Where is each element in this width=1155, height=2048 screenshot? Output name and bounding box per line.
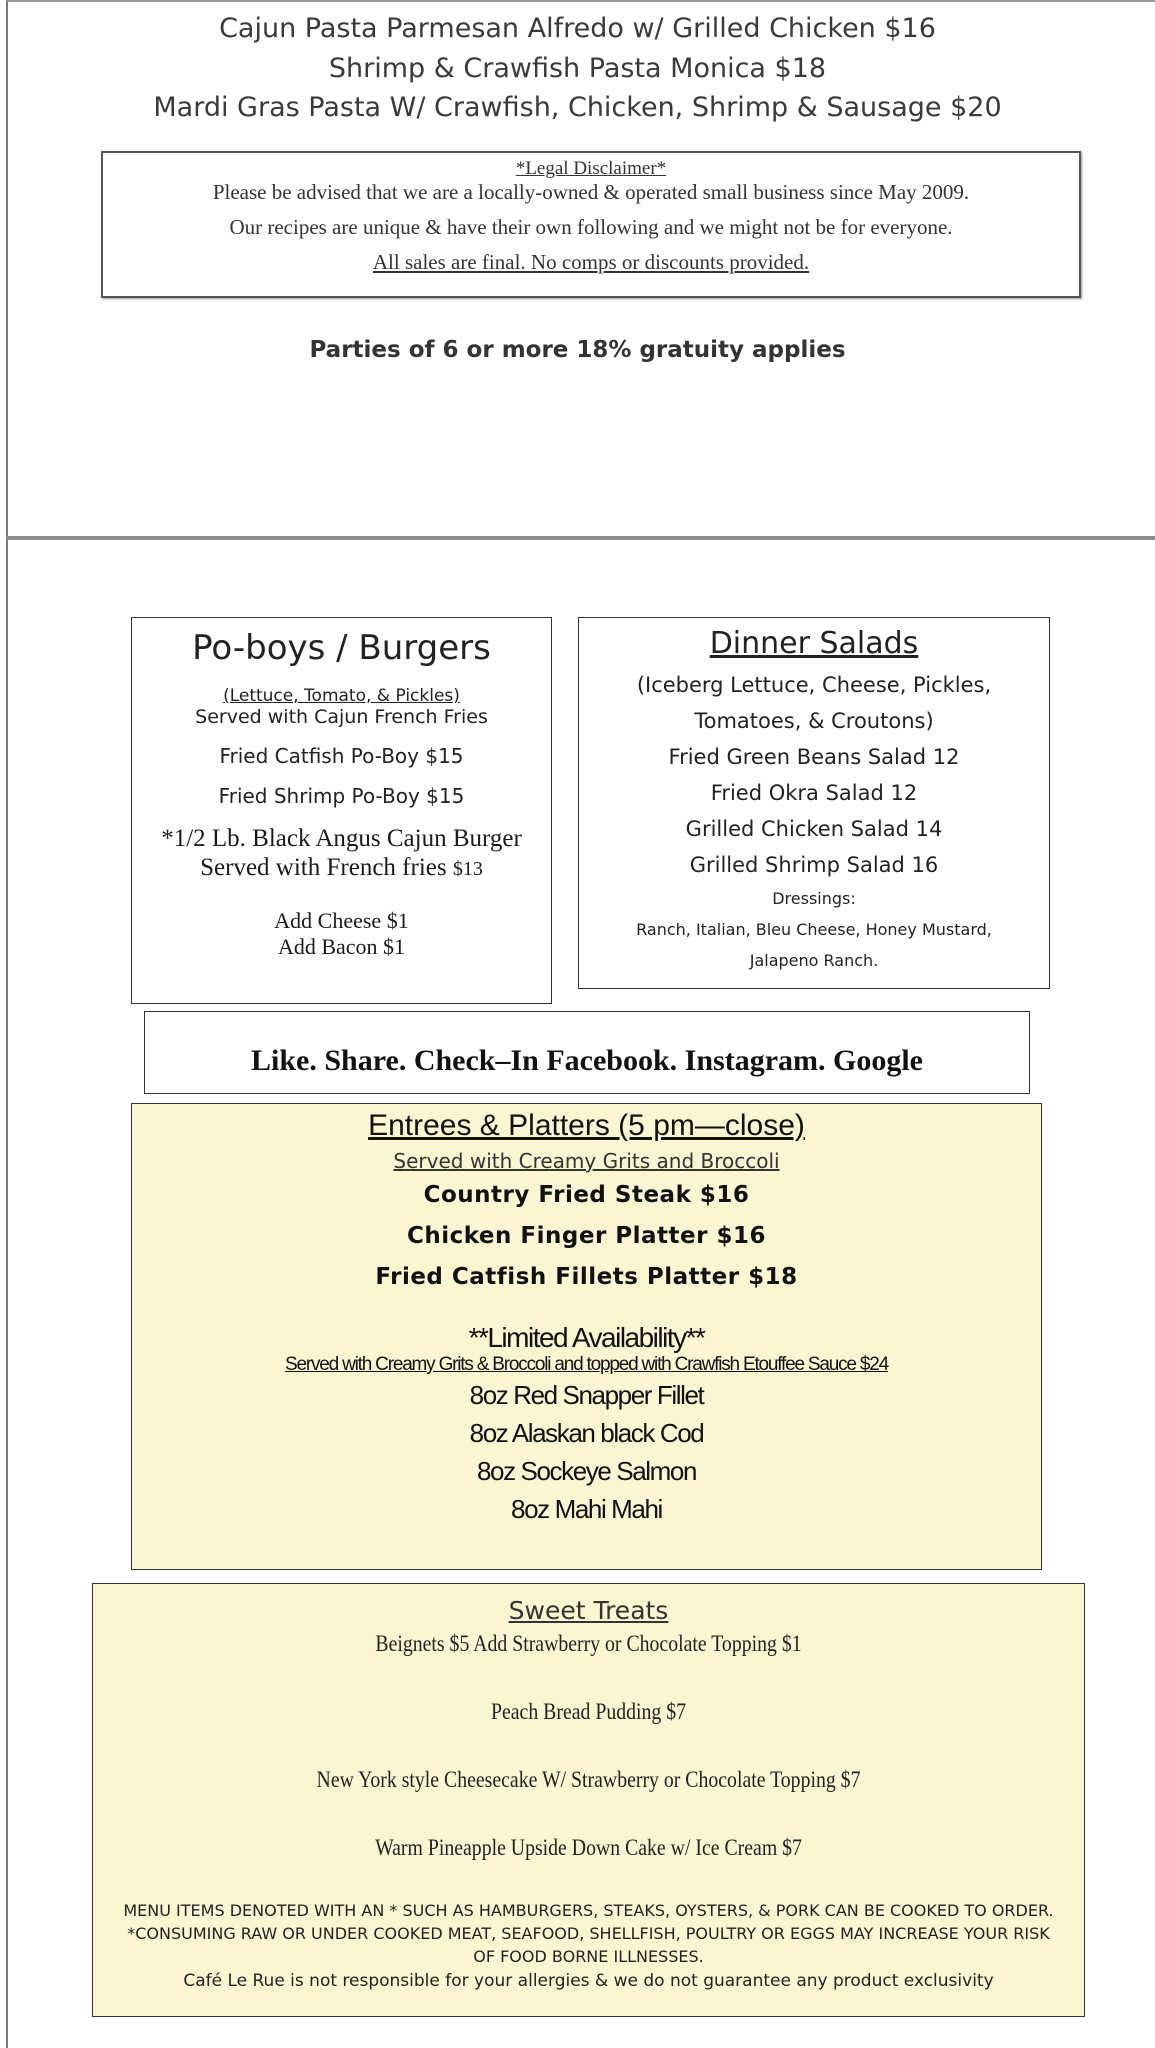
menu-item: Chicken Finger Platter $16 (406, 1223, 767, 1249)
menu-item: Warm Pineapple Upside Down Cake w/ Ice Cream $7 (375, 1835, 802, 1860)
menu-item: Fried Shrimp Po-Boy $15 (218, 784, 465, 808)
limited-availability-title: **Limited Availability** (468, 1322, 705, 1353)
entrees-platters-section (131, 1103, 1042, 1570)
allergy-notice: Café Le Rue is not responsible for your allergies & we do not guarantee any product exclusivity (183, 1971, 994, 1991)
consumer-advisory: OF FOOD BORNE ILLNESSES. (473, 1947, 704, 1966)
dinner-salads-section (578, 617, 1050, 989)
dressings-label: Dressings: (772, 889, 856, 908)
poboys-burgers-section (131, 617, 552, 1004)
menu-item: Country Fried Steak $16 (423, 1182, 750, 1208)
menu-item: 8oz Red Snapper Fillet (469, 1380, 704, 1410)
menu-item: Fried Catfish Fillets Platter $18 (375, 1264, 798, 1290)
menu-item: 8oz Sockeye Salmon (476, 1456, 697, 1486)
disclaimer-line: Our recipes are unique & have their own following and we might not be for everyone. (229, 215, 953, 239)
social-text: Like. Share. Check–In Facebook. Instagram. Google (251, 1044, 923, 1077)
burger-sides: Served with French fries (200, 854, 447, 881)
menu-item: Fried Okra Salad 12 (710, 781, 918, 805)
salads-description: (Iceberg Lettuce, Cheese, Pickles, (636, 673, 992, 697)
section-title: Sweet Treats (508, 1596, 669, 1625)
entrees-served-with: Served with Creamy Grits and Broccoli (393, 1149, 780, 1173)
poboys-served-with: Served with Cajun French Fries (195, 706, 488, 728)
section-title: Entrees & Platters (5 pm—close) (368, 1109, 805, 1142)
poboys-note: (Lettuce, Tomato, & Pickles) (223, 686, 460, 706)
burger-served-with (132, 853, 551, 884)
menu-item: 8oz Alaskan black Cod (469, 1418, 704, 1448)
consumer-advisory: MENU ITEMS DENOTED WITH AN * SUCH AS HAMBURGERS, STEAKS, OYSTERS, & PORK CAN BE COOKED TO ORDER. (123, 1901, 1054, 1920)
section-title: Dinner Salads (709, 626, 919, 661)
menu-item: New York style Cheesecake W/ Strawberry or Chocolate Topping $7 (316, 1767, 861, 1792)
menu-item: Fried Green Beans Salad 12 (668, 745, 960, 769)
menu-item: Peach Bread Pudding $7 (490, 1699, 687, 1724)
menu-item: Fried Catfish Po-Boy $15 (219, 744, 464, 768)
gratuity-notice: Parties of 6 or more 18% gratuity applies (309, 337, 846, 363)
addon-item: Add Bacon $1 (277, 934, 406, 959)
salads-description: Tomatoes, & Croutons) (694, 709, 934, 733)
social-media-banner (144, 1011, 1030, 1094)
dressings-list: Jalapeno Ranch. (749, 951, 879, 970)
consumer-advisory: *CONSUMING RAW OR UNDER COOKED MEAT, SEAFOOD, SHELLFISH, POULTRY OR EGGS MAY INCREASE YOUR RISK (127, 1924, 1050, 1943)
legal-disclaimer-box (101, 151, 1081, 298)
disclaimer-line: All sales are final. No comps or discounts provided. (372, 250, 810, 274)
menu-item: *1/2 Lb. Black Angus Cajun Burger (161, 825, 522, 852)
disclaimer-line: Please be advised that we are a locally-owned & operated small business since May 2009. (212, 180, 970, 204)
menu-item: 8oz Mahi Mahi (511, 1494, 662, 1524)
disclaimer-title: *Legal Disclaimer* (515, 158, 667, 179)
addon-item: Add Cheese $1 (274, 908, 409, 933)
burger-price: $13 (452, 858, 483, 880)
pasta-item: Shrimp & Crawfish Pasta Monica $18 (328, 53, 827, 84)
section-title: Po-boys / Burgers (192, 628, 491, 668)
menu-item: Beignets $5 Add Strawberry or Chocolate Topping $1 (375, 1631, 802, 1656)
limited-served-with: Served with Creamy Grits & Broccoli and topped with Crawfish Etouffee Sauce $24 (285, 1354, 888, 1375)
sweet-treats-section (92, 1583, 1085, 2017)
pasta-item: Mardi Gras Pasta W/ Crawfish, Chicken, Shrimp & Sausage $20 (153, 92, 1002, 123)
menu-item: Grilled Chicken Salad 14 (685, 817, 943, 841)
pasta-item: Cajun Pasta Parmesan Alfredo w/ Grilled Chicken $16 (219, 13, 936, 44)
menu-item: Grilled Shrimp Salad 16 (689, 853, 939, 877)
dressings-list: Ranch, Italian, Bleu Cheese, Honey Mustard, (636, 920, 992, 939)
